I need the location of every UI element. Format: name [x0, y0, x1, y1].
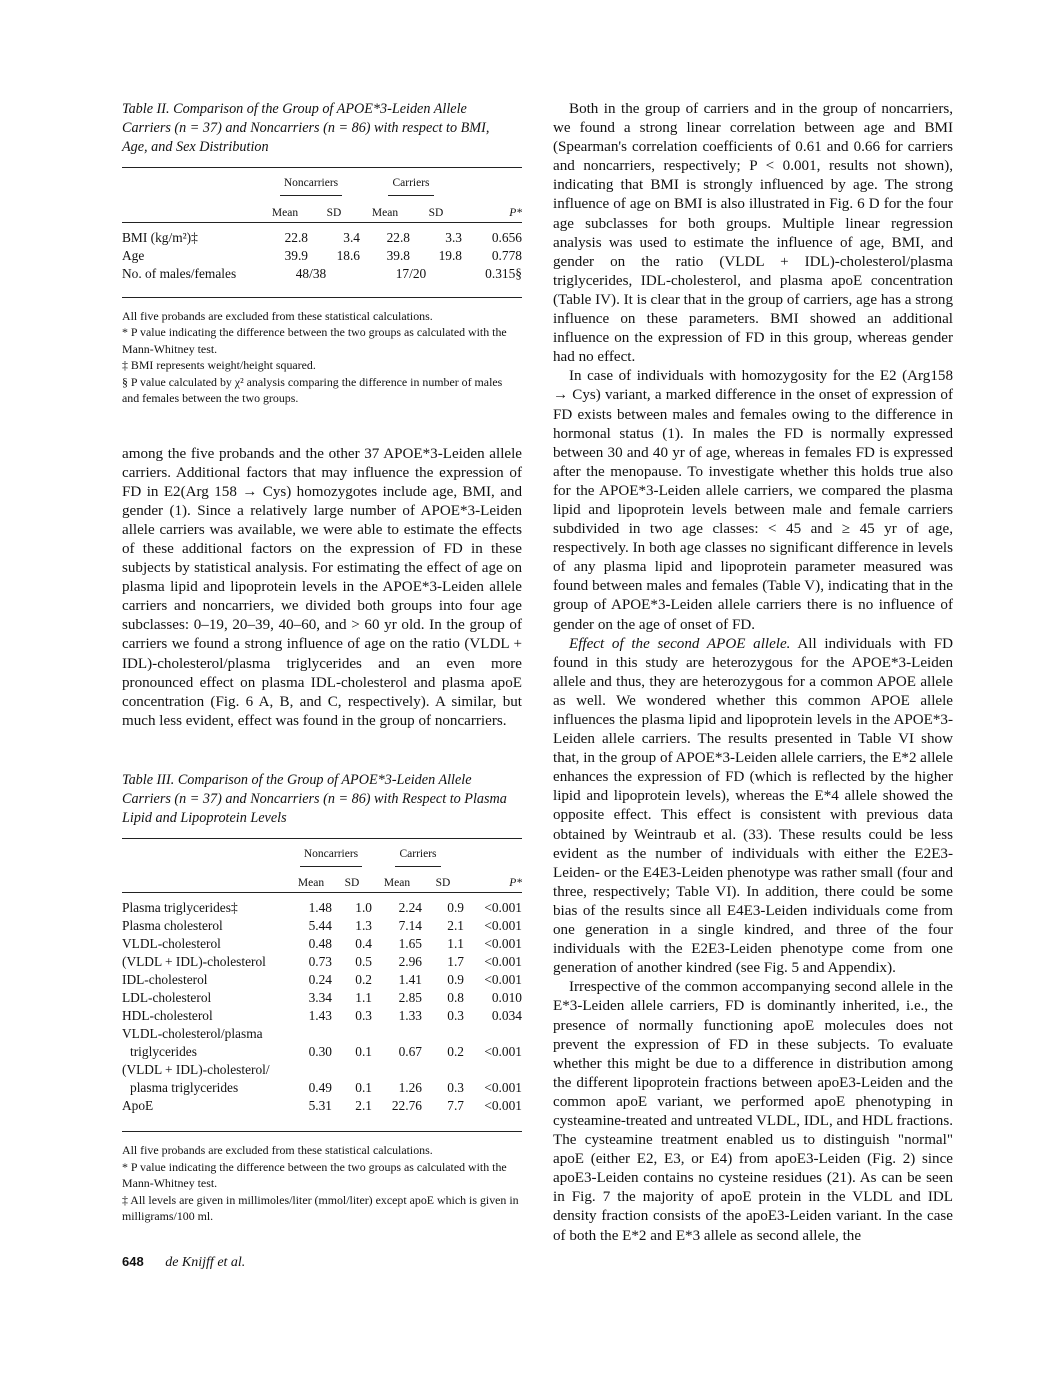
table3-notes	[122, 1142, 522, 1225]
table3-col-sd: SD	[435, 877, 451, 890]
table2-group-noncarriers: Noncarriers	[280, 174, 342, 196]
page-number: 648	[122, 1254, 144, 1269]
paragraph: among the five probands and the other 37 APOE*3-Leiden allele carriers. Additional factors that may influence the expression of FD in E2(Arg 158 → Cys) homozygotes include age, BMI, and gender (1). Since a relatively large number of APOE*3-Leiden allele carriers was available, we were able to estimate the effects of these additional factors on the expression of FD in these subjects by statistical analysis. For estimating the effect of age on plasma lipid and lipoprotein levels in the APOE*3-Leiden allele carriers and noncarriers, we divided both groups into four age subclasses: 0–19, 20–39, 40–60, and > 60 yr old. In the group of carriers we found a strong influence of age on the ratio (VLDL + IDL)-cholesterol/plasma triglycerides and an even more pronounced effect on plasma IDL-cholesterol and plasma apoE concentration (Fig. 6 A, B, and C, respectively). A similar, but much less evident, effect was found in the group of noncarriers.	[122, 445, 522, 729]
cell: <0.001	[484, 972, 522, 988]
cell: 19.8	[438, 247, 462, 263]
cell: 0.2	[447, 1044, 464, 1060]
table-row	[122, 1025, 522, 1043]
section-paragraph	[553, 635, 953, 979]
cell: 5.31	[308, 1098, 332, 1114]
cell: 0.5	[355, 954, 372, 970]
table-row	[122, 1097, 522, 1115]
cell: 22.8	[386, 229, 410, 245]
cell: 0.315§	[485, 265, 522, 281]
cell: 0.034	[491, 1008, 522, 1024]
footnote: ‡ All levels are given in millimoles/liter (mmol/liter) except apoE which is given in milligrams/100 ml.	[122, 1192, 519, 1224]
cell: 1.43	[308, 1008, 332, 1024]
paragraph: Both in the group of carriers and in the group of noncarriers, we found a strong linear correlation between age and BMI (Spearman's correlation coefficients of 0.61 and 0.66 for carriers and noncarriers, respectively; P < 0.001, results not shown), indicating that BMI is strongly influenced by age. The strong influence of age on BMI is also illustrated in Fig. 6 D for the four age subclasses for both groups. Multiple linear regression analysis was used to estimate the influence of age, BMI, and gender on the ratio (VLDL + IDL)-cholesterol/plasma triglycerides, IDL-cholesterol, and plasma apoE concentration (Table IV). It is clear that in the group of carriers, age has a strong influence on these parameters. BMI showed an additional influence on the expression of FD in this group, whereas gender had no effect.	[553, 101, 953, 366]
table-row	[122, 935, 522, 953]
left-body-text	[122, 445, 522, 731]
cell: 0.48	[308, 936, 332, 952]
table3-group-header	[122, 845, 522, 867]
row-label-cont: triglycerides	[130, 1044, 197, 1060]
cell: 0.49	[308, 1080, 332, 1096]
cell: 1.48	[308, 900, 332, 916]
table3-group-carriers: Carriers	[395, 845, 440, 867]
cell: 1.33	[398, 1008, 422, 1024]
table3-col-mean: Mean	[297, 877, 325, 890]
row-label: Age	[122, 247, 145, 263]
paragraph: In case of individuals with homozygosity for the E2 (Arg158 → Cys) variant, a marked difference in the onset of expression of FD exists between males and females owing to the difference in hormonal status (1). In males the FD is normally expressed between 30 and 40 yr of age, whereas in females FD is expressed after the menopause. To investigate whether this holds true also for the APOE*3-Leiden allele carriers, we compared the plasma lipid and lipoprotein levels between male and female carriers subdivided in two age classes: < 45 and ≥ 45 yr of age, respectively. In both age classes no significant difference in levels of any plasma lipid and lipoprotein parameter measured was found between males and females (Table V), indicating that in the group of APOE*3-Leiden allele carriers there is no influence of gender on the age of onset of FD.	[553, 368, 953, 633]
paragraph: Irrespective of the common accompanying second allele in the E*3-Leiden allele carriers, FD is dominantly inherited, i.e., the presence of normally functioning apoE molecules does not prevent the expression of FD in these subjects. To evaluate whether this might be due to a difference in distribution among the different lipoprotein fractions between apoE3-Leiden and the common apoE variant, we performed apoE phenotyping in cysteamine-treated and untreated VLDL, IDL, and HDL fractions. The cysteamine treatment enabled us to distinguish "normal" apoE (either E2, E3, or E4) from apoE3-Leiden (Fig. 2) since apoE3-Leiden contains no cysteine residues (21). As can be seen in Fig. 7 the majority of apoE protein in the VLDL and IDL density fraction consists of the apoE3-Leiden variant. In the case of both the E*2 and E*3 allele as second allele, the	[553, 979, 953, 1244]
section-text: All individuals with FD found in this study are heterozygous for the APOE*3-Leiden allele and thus, they are heterozygous for a common APOE allele as well. We wondered whether this common APOE allele influences the plasma lipid and lipoprotein levels in the APOE*3-Leiden allele carriers. The results presented in Table VI show that, in the group of APOE*3-Leiden allele carriers, the E*2 allele enhances the expression of FD (which is reflected by the higher lipid and lipoprotein levels), whereas the E*4 allele showed the opposite effect. This effect is consistent with previous data obtained by Weintraub et al. (33). These results could be less evident as the number of individuals with either the E2E3-Leiden- or the E4E3-Leiden phenotype was rather small (four and three, respectively; Table VI). In addition, there could be some bias of the results since all E4E3-Leiden individuals come from one generation in a single kindred, and three of the four individuals with the E2E3-Leiden phenotype come from one generation of another kindred (see Fig. 5 and Appendix).	[553, 635, 953, 977]
cell: 0.24	[308, 972, 332, 988]
footnote: * P value indicating the difference between the two groups as calculated with the Mann-Whitney test.	[122, 1159, 507, 1191]
cell: 0.778	[491, 247, 522, 263]
cell: 7.7	[447, 1098, 464, 1114]
footnote: § P value calculated by χ² analysis comparing the difference in number of males and females between the two groups.	[122, 374, 503, 405]
cell: 1.26	[398, 1080, 422, 1096]
cell: 1.65	[398, 936, 422, 952]
cell: 5.44	[308, 918, 332, 934]
row-label: BMI (kg/m²)‡	[122, 229, 198, 245]
cell: 2.24	[398, 900, 422, 916]
cell: 0.9	[447, 900, 464, 916]
cell: 0.3	[355, 1008, 372, 1024]
cell: 1.1	[447, 936, 464, 952]
cell: 3.4	[343, 229, 360, 245]
cell: 1.41	[398, 972, 422, 988]
row-label: HDL-cholesterol	[122, 1008, 213, 1024]
cell: 0.9	[447, 972, 464, 988]
cell: 0.8	[447, 990, 464, 1006]
footnote: All five probands are excluded from these statistical calculations.	[122, 1143, 433, 1158]
cell: 17/20	[395, 265, 427, 281]
cell: <0.001	[484, 918, 522, 934]
cell: <0.001	[484, 1080, 522, 1096]
section-heading: Effect of the second APOE allele.	[569, 635, 791, 652]
cell: <0.001	[484, 1098, 522, 1114]
cell: 2.85	[398, 990, 422, 1006]
row-label-cont: plasma triglycerides	[130, 1080, 239, 1096]
row-label: No. of males/females	[122, 265, 237, 281]
cell: <0.001	[484, 954, 522, 970]
table3-caption: Table III. Comparison of the Group of APOE*3-Leiden Allele Carriers (n = 37) and Noncarriers (n = 86) with Respect to Plasma Lipid and Lipoprotein Levels	[122, 771, 507, 826]
cell: 0.3	[447, 1080, 464, 1096]
cell: <0.001	[484, 1044, 522, 1060]
row-label: Plasma triglycerides‡	[122, 900, 238, 916]
cell: 18.6	[336, 247, 360, 263]
cell: 39.9	[284, 247, 308, 263]
cell: 1.3	[355, 918, 372, 934]
table3-col-sd: SD	[344, 877, 360, 890]
table2-caption: Table II. Comparison of the Group of APOE*3-Leiden Allele Carriers (n = 37) and Noncarriers (n = 86) with respect to BMI, Age, and Sex Distribution	[122, 101, 490, 155]
table2-col-p: P*	[509, 206, 522, 219]
page-footer	[122, 1254, 245, 1271]
table-row	[122, 1079, 522, 1097]
table-row	[122, 1043, 522, 1061]
table2-col-sd: SD	[428, 206, 444, 219]
footnote: ‡ BMI represents weight/height squared.	[122, 358, 316, 372]
cell: 0.2	[355, 972, 372, 988]
cell: 2.96	[398, 954, 422, 970]
table3-group-noncarriers: Noncarriers	[300, 845, 362, 867]
cell: 39.8	[386, 247, 410, 263]
table2-col-header	[122, 196, 522, 222]
row-label: VLDL-cholesterol/plasma	[122, 1026, 263, 1042]
row-label: IDL-cholesterol	[122, 972, 208, 988]
row-label: Plasma cholesterol	[122, 918, 223, 934]
cell: 22.76	[391, 1098, 422, 1114]
cell: 0.73	[308, 954, 332, 970]
cell: 0.1	[355, 1080, 372, 1096]
footnote: All five probands are excluded from these statistical calculations.	[122, 308, 433, 323]
table3-col-p: P*	[509, 877, 522, 890]
table-row	[122, 989, 522, 1007]
table3-col-header	[122, 867, 522, 893]
cell: 22.8	[284, 229, 308, 245]
cell: 3.34	[308, 990, 332, 1006]
cell: 0.1	[355, 1044, 372, 1060]
cell: 0.30	[308, 1044, 332, 1060]
cell: 48/38	[295, 265, 327, 281]
footnote: * P value indicating the difference between the two groups as calculated with the Mann-Whitney test.	[122, 325, 507, 356]
cell: 0.3	[447, 1008, 464, 1024]
table2-col-mean: Mean	[271, 206, 299, 219]
row-label: (VLDL + IDL)-cholesterol/	[122, 1062, 270, 1078]
cell: 3.3	[445, 229, 462, 245]
table3	[122, 845, 522, 1116]
row-label: LDL-cholesterol	[122, 990, 212, 1006]
cell: 1.7	[447, 954, 464, 970]
table2-group-header	[122, 174, 522, 196]
cell: 1.1	[355, 990, 372, 1006]
table2-group-carriers: Carriers	[388, 174, 433, 196]
row-label: VLDL-cholesterol	[122, 936, 221, 952]
running-authors: de Knijff et al.	[165, 1255, 246, 1270]
cell: 2.1	[447, 918, 464, 934]
cell: 0.010	[491, 990, 522, 1006]
cell: 1.0	[355, 900, 372, 916]
table-row	[122, 953, 522, 971]
cell: 0.4	[355, 936, 372, 952]
table-row	[122, 247, 522, 265]
table2-notes	[122, 308, 522, 407]
cell: 7.14	[398, 918, 422, 934]
table2-col-sd: SD	[326, 206, 342, 219]
table-row	[122, 1061, 522, 1079]
cell: <0.001	[484, 936, 522, 952]
row-label: ApoE	[122, 1098, 154, 1114]
table2	[122, 174, 522, 283]
table-row	[122, 899, 522, 917]
table-row	[122, 1007, 522, 1025]
cell: 2.1	[355, 1098, 372, 1114]
left-column	[122, 100, 522, 1225]
cell: 0.67	[398, 1044, 422, 1060]
table2-col-mean: Mean	[371, 206, 399, 219]
table-row	[122, 229, 522, 247]
table-row	[122, 265, 522, 283]
cell: <0.001	[484, 900, 522, 916]
right-column	[553, 100, 953, 1246]
table3-col-mean: Mean	[383, 877, 411, 890]
row-label: (VLDL + IDL)-cholesterol	[122, 954, 266, 970]
table-row	[122, 971, 522, 989]
table-row	[122, 917, 522, 935]
cell: 0.656	[491, 229, 522, 245]
